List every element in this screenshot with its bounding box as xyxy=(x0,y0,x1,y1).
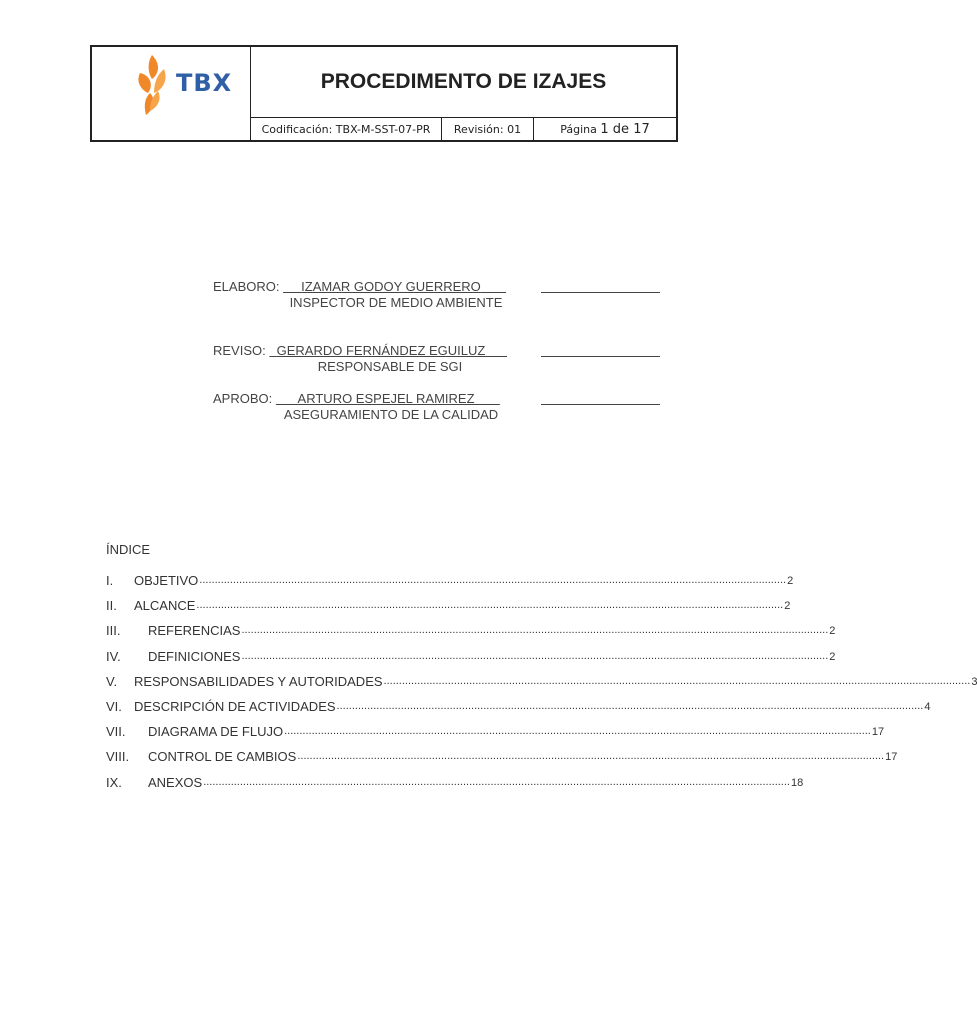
toc-leader: ................................................................................................................................................................................................ xyxy=(199,574,787,586)
toc-page: 3 xyxy=(971,676,977,688)
logo-text: TBX xyxy=(176,69,233,97)
toc-leader: ................................................................................................................................................................................................ xyxy=(241,650,829,662)
meta-row xyxy=(251,118,676,140)
toc-entry[interactable] xyxy=(106,721,885,739)
signature-aprobo xyxy=(213,391,500,406)
toc-label: DEFINICIONES xyxy=(148,649,241,664)
toc-label: REFERENCIAS xyxy=(148,623,241,638)
toc-leader: ................................................................................................................................................................................................ xyxy=(241,624,829,636)
toc-label: CONTROL DE CAMBIOS xyxy=(148,749,297,764)
signature-role: INSPECTOR DE MEDIO AMBIENTE xyxy=(289,295,503,310)
toc-entry[interactable] xyxy=(106,620,836,638)
toc-number: III. xyxy=(106,623,121,638)
toc-number: IV. xyxy=(106,649,121,664)
signature-line xyxy=(541,292,660,293)
toc-label: ANEXOS xyxy=(148,775,203,790)
page-cell xyxy=(534,118,676,140)
toc-number: II. xyxy=(106,598,117,613)
document-header xyxy=(90,45,678,142)
toc-entry[interactable] xyxy=(106,746,898,764)
toc-number: VII. xyxy=(106,724,126,739)
toc-number: VI. xyxy=(106,699,122,714)
revision-cell: Revisión: 01 xyxy=(442,118,534,140)
toc-leader: ................................................................................................................................................................................................ xyxy=(203,776,790,788)
toc-entry[interactable] xyxy=(106,772,804,790)
signature-label: ELABORO: xyxy=(213,279,280,294)
toc-label: ALCANCE xyxy=(134,598,196,613)
toc-page: 17 xyxy=(871,726,885,738)
signature-label: APROBO: xyxy=(213,391,273,406)
page-prefix: Página xyxy=(560,122,597,136)
toc-page: 2 xyxy=(787,575,794,587)
toc-number: IX. xyxy=(106,775,122,790)
signature-line xyxy=(541,404,660,405)
signature-name: ARTURO ESPEJEL RAMIREZ xyxy=(297,391,475,406)
toc-entry[interactable] xyxy=(106,595,791,613)
signature-elaboro xyxy=(213,279,506,294)
toc-entry[interactable] xyxy=(106,696,931,714)
toc-leader: ................................................................................................................................................................................................ xyxy=(284,725,871,737)
toc-page: 2 xyxy=(829,651,836,663)
signature-line xyxy=(541,356,660,357)
code-cell: Codificación: TBX-M-SST-07-PR xyxy=(251,118,442,140)
toc-leader: ................................................................................................................................................................................................ xyxy=(383,675,971,687)
toc-page: 4 xyxy=(924,701,931,713)
toc-label: DESCRIPCIÓN DE ACTIVIDADES xyxy=(134,699,336,714)
toc-label: RESPONSABILIDADES Y AUTORIDADES xyxy=(134,674,383,689)
toc-page: 2 xyxy=(829,625,836,637)
toc-number: VIII. xyxy=(106,749,130,764)
toc-leader: ................................................................................................................................................................................................ xyxy=(196,599,784,611)
toc-number: I. xyxy=(106,573,114,588)
toc-label: DIAGRAMA DE FLUJO xyxy=(148,724,284,739)
toc-entry[interactable] xyxy=(106,646,836,664)
toc-leader: ................................................................................................................................................................................................ xyxy=(336,700,924,712)
page-number: 1 de 17 xyxy=(600,121,650,137)
signature-role: ASEGURAMIENTO DE LA CALIDAD xyxy=(283,407,499,422)
toc-entry[interactable] xyxy=(106,671,977,689)
signature-role: RESPONSABLE DE SGI xyxy=(317,359,463,374)
document-title: PROCEDIMENTO DE IZAJES xyxy=(320,70,607,93)
signature-name: IZAMAR GODOY GUERRERO xyxy=(301,279,481,294)
signature-label: REVISO: xyxy=(213,343,266,358)
toc-leader: ................................................................................................................................................................................................ xyxy=(297,750,885,762)
toc-page: 17 xyxy=(885,751,898,763)
signature-name: GERARDO FERNÁNDEZ EGUILUZ xyxy=(276,343,486,358)
signature-reviso xyxy=(213,343,507,358)
toc-label: OBJETIVO xyxy=(134,573,199,588)
toc-number: V. xyxy=(106,674,118,689)
index-title: ÍNDICE xyxy=(106,542,151,557)
toc-page: 18 xyxy=(790,777,804,789)
logo-cell xyxy=(92,47,251,140)
toc-page: 2 xyxy=(784,600,791,612)
toc-entry[interactable] xyxy=(106,570,794,588)
tbx-flame-logo-icon xyxy=(130,53,180,117)
title-cell xyxy=(251,47,676,118)
